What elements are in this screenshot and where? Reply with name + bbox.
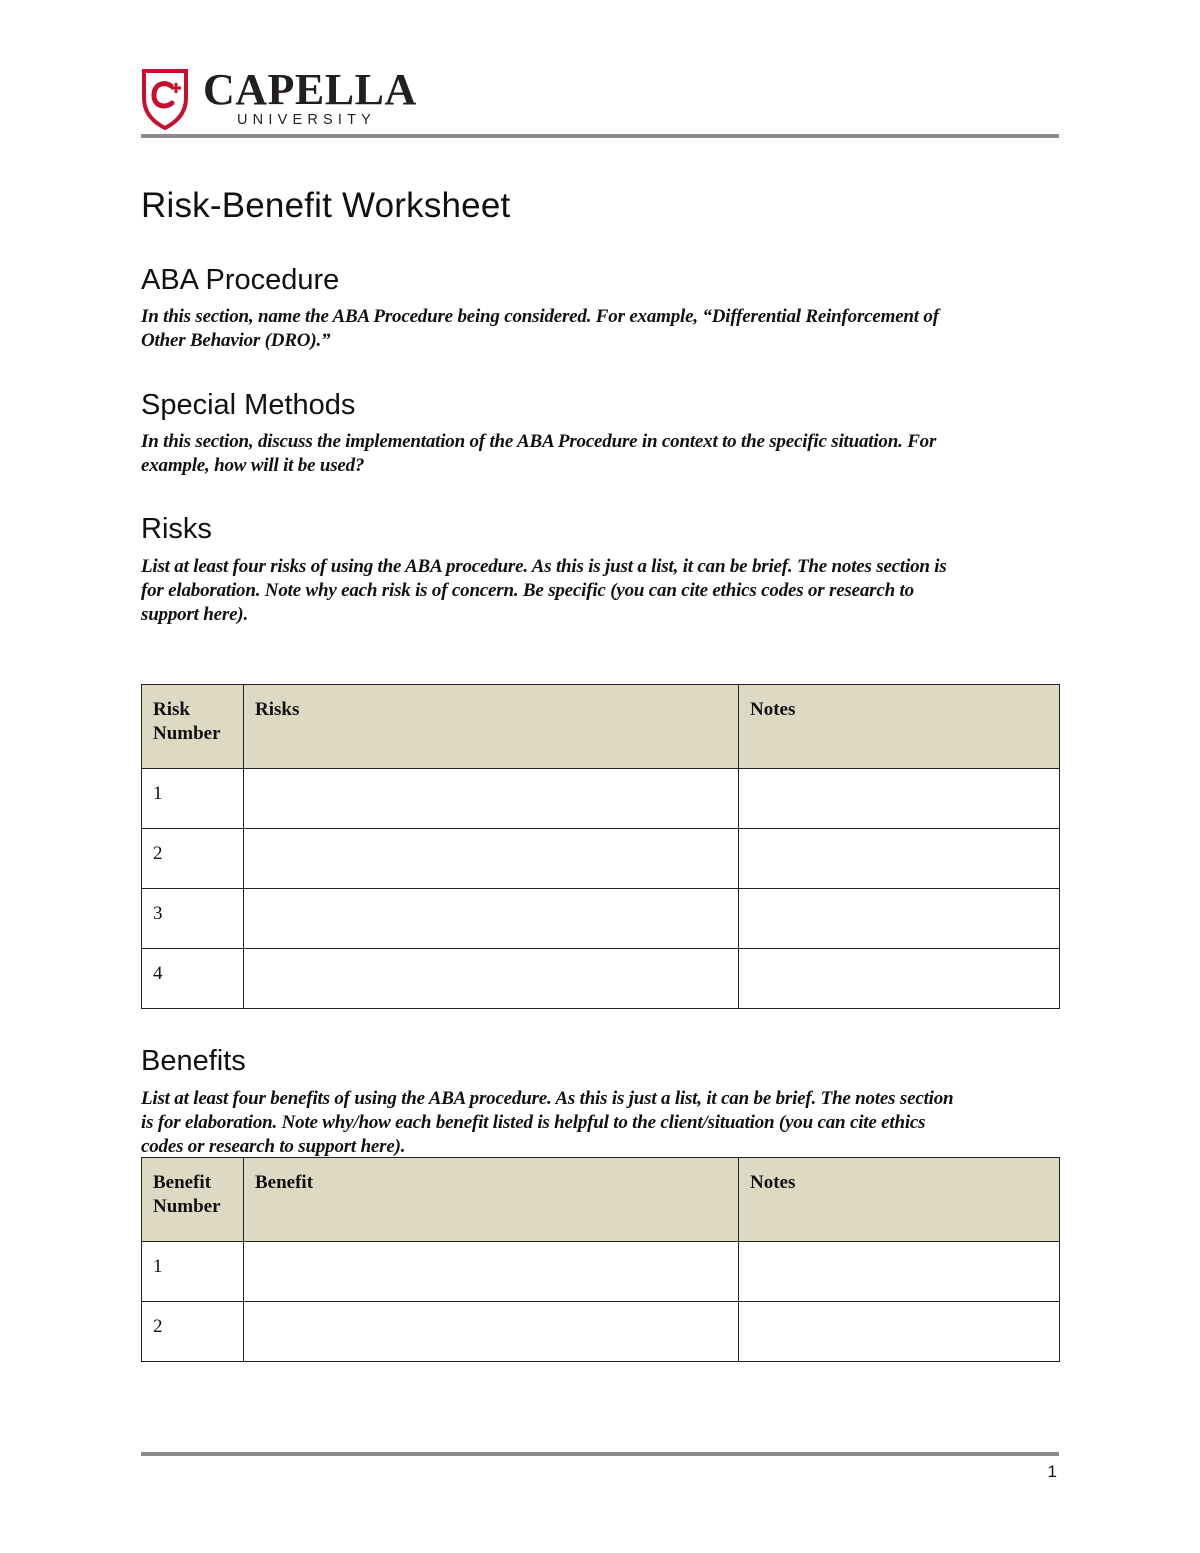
benefit-header: Benefit (244, 1158, 739, 1242)
risk-cell[interactable] (244, 889, 739, 949)
procedure-desc-line: Other Behavior (DRO).” (141, 330, 331, 351)
benefits-desc-line: is for elaboration. Note why/how each benefit listed is helpful to the client/situation (you can cite ethics (141, 1112, 926, 1133)
procedure-desc-line: In this section, name the ABA Procedure being considered. For example, “Differential Reinforcement of (141, 306, 939, 327)
benefits-description (141, 1087, 1066, 1159)
benefit-number-cell: 1 (142, 1242, 244, 1302)
risk-table-header-row (142, 685, 1060, 769)
benefit-table-header-row (142, 1158, 1060, 1242)
risk-cell[interactable] (244, 769, 739, 829)
capella-logo (141, 65, 441, 132)
page-number: 1 (1047, 1462, 1057, 1481)
benefit-table (141, 1157, 1060, 1362)
methods-description (141, 430, 1066, 478)
risks-description (141, 555, 1066, 627)
risk-number-header: Risk Number (142, 685, 244, 769)
risk-table (141, 684, 1060, 1009)
benefit-cell[interactable] (244, 1242, 739, 1302)
risk-number-cell: 3 (142, 889, 244, 949)
logo-wordmark: CAPELLA (203, 65, 417, 114)
risk-cell[interactable] (244, 949, 739, 1009)
benefit-notes-cell[interactable] (739, 1302, 1060, 1362)
benefit-number-cell: 2 (142, 1302, 244, 1362)
risk-cell[interactable] (244, 829, 739, 889)
methods-desc-line: example, how will it be used? (141, 455, 365, 476)
shield-icon (141, 68, 189, 130)
footer-rule (141, 1452, 1059, 1456)
benefit-cell[interactable] (244, 1302, 739, 1362)
benefit-notes-cell[interactable] (739, 1242, 1060, 1302)
procedure-description (141, 305, 1066, 353)
methods-desc-line: In this section, discuss the implementation of the ABA Procedure in context to the specific situation. For (141, 431, 937, 452)
procedure-heading: ABA Procedure (141, 264, 340, 296)
risk-number-cell: 4 (142, 949, 244, 1009)
table-row (142, 769, 1060, 829)
benefits-desc-line: codes or research to support here). (141, 1136, 406, 1157)
table-row (142, 1242, 1060, 1302)
risks-desc-line: for elaboration. Note why each risk is of concern. Be specific (you can cite ethics codes or research to (141, 580, 914, 601)
risks-desc-line: support here). (141, 604, 248, 625)
risks-heading: Risks (141, 513, 212, 545)
table-row (142, 949, 1060, 1009)
risk-notes-cell[interactable] (739, 769, 1060, 829)
risk-number-cell: 2 (142, 829, 244, 889)
page-title: Risk-Benefit Worksheet (141, 186, 511, 225)
logo-subtitle: UNIVERSITY (237, 112, 377, 128)
table-row (142, 1302, 1060, 1362)
risk-notes-header: Notes (739, 685, 1060, 769)
risk-notes-cell[interactable] (739, 949, 1060, 1009)
benefits-desc-line: List at least four benefits of using the ABA procedure. As this is just a list, it can be brief. The notes section (141, 1088, 954, 1109)
table-row (142, 829, 1060, 889)
risk-notes-cell[interactable] (739, 829, 1060, 889)
risk-notes-cell[interactable] (739, 889, 1060, 949)
benefit-notes-header: Notes (739, 1158, 1060, 1242)
table-row (142, 889, 1060, 949)
methods-heading: Special Methods (141, 389, 356, 421)
benefit-number-header: Benefit Number (142, 1158, 244, 1242)
risks-header: Risks (244, 685, 739, 769)
benefits-heading: Benefits (141, 1045, 246, 1077)
risk-number-cell: 1 (142, 769, 244, 829)
header-rule (141, 134, 1059, 138)
risks-desc-line: List at least four risks of using the ABA procedure. As this is just a list, it can be brief. The notes section is (141, 556, 947, 577)
